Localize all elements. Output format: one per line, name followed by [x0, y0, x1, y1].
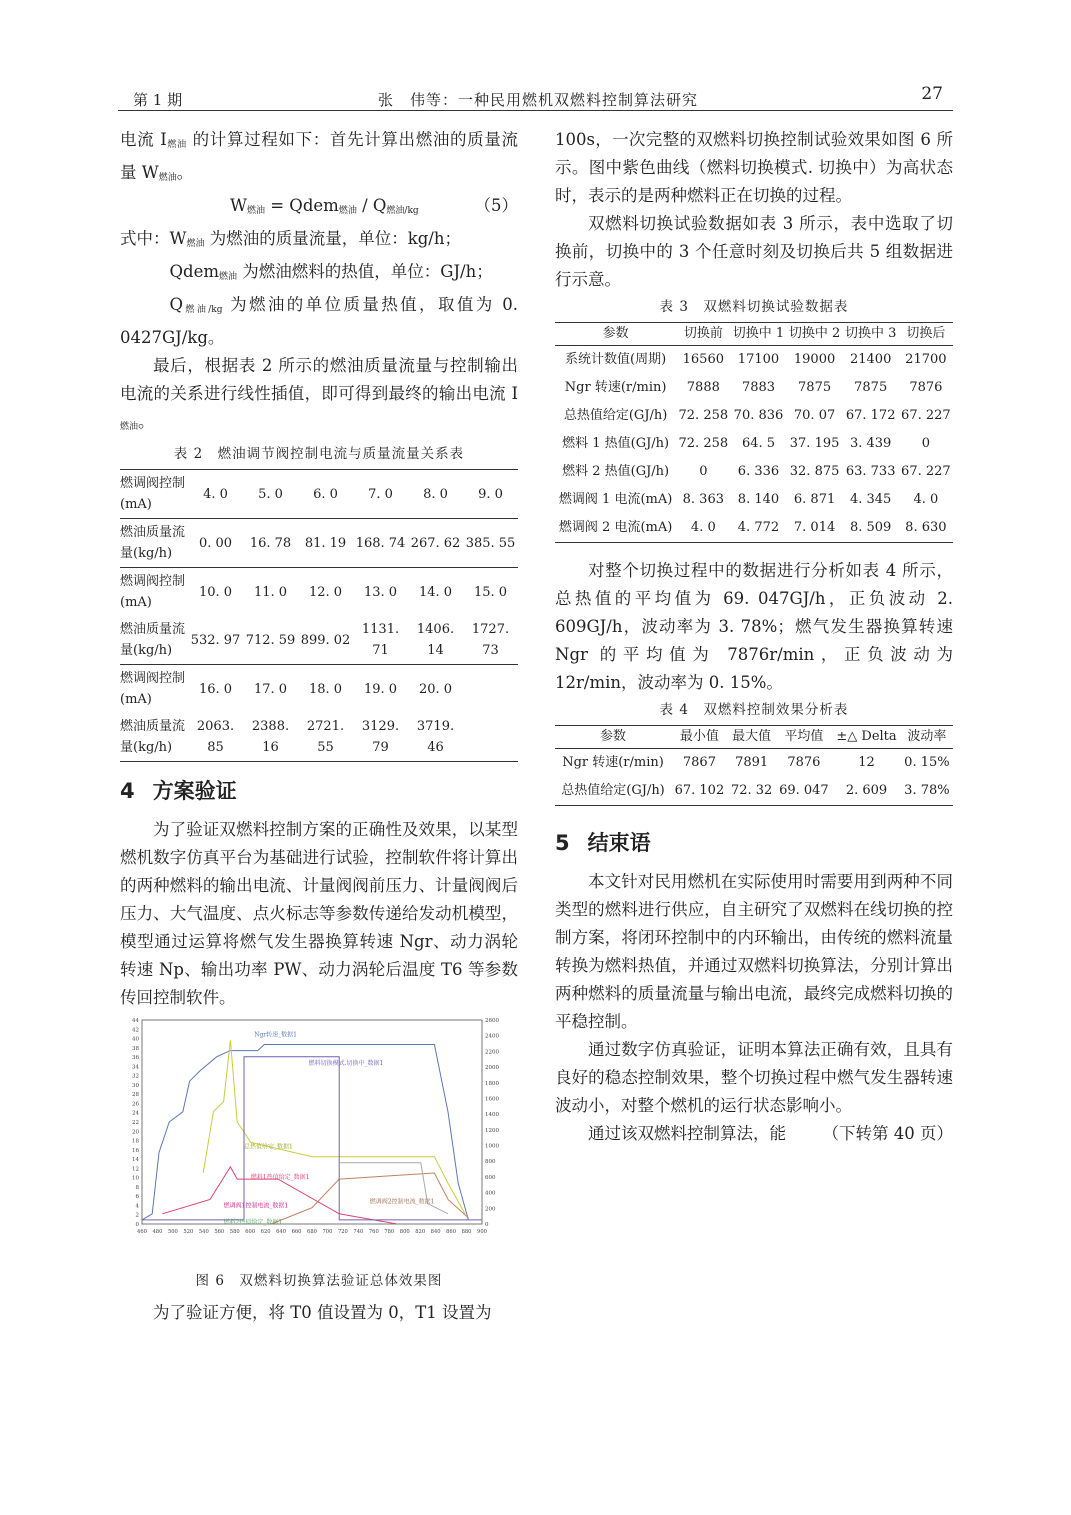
table-cell: 3. 78%	[904, 783, 950, 798]
column-header: 参数	[555, 726, 671, 749]
plot-frame	[142, 1020, 482, 1224]
column-header: 波动率	[901, 726, 953, 749]
paragraph: 电流 $I_{燃油}$ 的计算过程如下：首先计算出燃油的质量流量 $W_{燃油}$。	[120, 130, 518, 183]
y-tick-label-left: 44	[132, 1018, 139, 1024]
y-tick-label-right: 600	[485, 1174, 496, 1181]
table-cell: 1131. 71	[353, 616, 408, 665]
equation-number: （5）	[474, 196, 518, 215]
column-header: 切换后	[899, 323, 953, 346]
table-cell: 81. 19	[298, 519, 353, 568]
table-row	[555, 749, 953, 778]
y-tick-label-right: 800	[485, 1159, 496, 1166]
table-cell: 7891	[735, 755, 769, 770]
figure-6-caption: 图 6 双燃料切换算法验证总体效果图	[195, 1273, 443, 1289]
y-tick-label-right: 2000	[485, 1065, 499, 1072]
x-tick-label: 840	[430, 1229, 441, 1235]
y-tick-label-right: 1400	[485, 1112, 499, 1119]
y-tick-label-left: 20	[132, 1129, 139, 1136]
y-tick-label-right: 1800	[485, 1080, 499, 1087]
y-tick-label-left: 12	[132, 1166, 139, 1173]
table-cell: 3. 439	[849, 436, 892, 451]
column-header: 最小值	[671, 726, 728, 749]
y-tick-label-left: 32	[132, 1073, 139, 1080]
table-cell: 3129. 79	[361, 719, 400, 755]
column-header: 参数	[555, 323, 676, 346]
table-cell: 67. 102	[674, 783, 725, 798]
table-cell: 21700	[905, 352, 947, 367]
table-cell: 67. 227	[901, 464, 951, 479]
y-tick-label-left: 40	[132, 1036, 139, 1043]
column-header: 最大值	[728, 726, 776, 749]
column-header: 平均值	[776, 726, 833, 749]
x-tick-label: 780	[384, 1229, 395, 1235]
table-cell: 67. 172	[845, 408, 896, 423]
table-row	[555, 402, 953, 430]
paragraph: 为了验证双燃料控制方案的正确性及效果，以某型燃机数字仿真平台为基础进行试验，控制软件将计算出的两种燃料的输出电流、计量阀阀前压力、计量阀阀后压力、大气温度、点火标志等参数传递给发动机模型，模型通过运算将燃气发生器换算转速 Ngr、动力涡轮转速 Np、输出功率 PW、动力涡轮后温度 T6 等参数传回控制软件。	[120, 820, 518, 1007]
table-cell: 16. 0	[198, 681, 233, 697]
table-cell: 7875	[854, 380, 888, 395]
y-tick-label-right: 200	[485, 1206, 496, 1213]
paragraph: 本文针对民用燃机在实际使用时需要用到两种不同类型的燃料进行供应，自主研究了双燃料在线切换的控制方案，将闭环控制中的内环输出，由传统的燃料流量转换为燃料热值，并通过双燃料切换算法，分别计算出两种燃料的质量流量与输出电流，最终完成燃料切换的平稳控制。	[555, 872, 953, 1031]
left-column	[120, 126, 518, 1327]
table-cell: 2388. 16	[251, 719, 290, 755]
x-tick-label: 620	[260, 1229, 271, 1235]
x-tick-label: 600	[245, 1229, 256, 1235]
table-cell	[463, 713, 518, 762]
x-tick-label: 540	[198, 1229, 209, 1235]
table-cell: 4. 0	[913, 492, 939, 507]
y-tick-label-left: 38	[132, 1045, 139, 1052]
paragraph: 双燃料切换试验数据如表 3 所示，表中选取了切换前，切换中的 3 个任意时刻及切换后共 5 组数据进行示意。	[555, 214, 953, 289]
table-cell: 72. 32	[730, 783, 773, 798]
table3	[555, 322, 953, 543]
y-tick-label-left: 2	[135, 1212, 139, 1219]
table-row	[120, 519, 518, 568]
row-header: 总热值给定(GJ/h)	[561, 783, 665, 798]
x-tick-label: 640	[276, 1229, 287, 1235]
y-tick-label-left: 16	[132, 1147, 139, 1154]
x-tick-label: 660	[291, 1229, 302, 1235]
table-cell: 69. 047	[779, 783, 829, 798]
y-tick-label-left: 8	[135, 1184, 139, 1191]
row-header: 燃调阀 1 电流(mA)	[558, 492, 673, 507]
table-cell: 2. 609	[845, 783, 888, 798]
y-tick-label-left: 4	[135, 1203, 139, 1210]
x-tick-label: 700	[322, 1229, 333, 1235]
y-tick-label-left: 10	[132, 1175, 139, 1182]
table-cell: 8. 630	[905, 520, 947, 535]
table-cell: 72. 258	[678, 436, 729, 451]
row-header: 燃料 2 热值(GJ/h)	[562, 464, 670, 479]
table-cell: 8. 0	[408, 470, 463, 519]
section-5-heading: 5 结束语	[555, 831, 651, 855]
column-header: 切换前	[676, 323, 730, 346]
table-cell: 15. 0	[473, 584, 508, 600]
row-header: 燃调阀控制(mA)	[120, 671, 186, 707]
table-row	[120, 665, 518, 714]
table-cell: 899. 02	[298, 616, 353, 665]
row-header: 燃调阀 2 电流(mA)	[558, 520, 673, 535]
table-cell: 7. 014	[793, 520, 836, 535]
table-cell: 18. 0	[308, 681, 343, 697]
table-cell: 17100	[737, 352, 780, 367]
table-cell: 4. 772	[737, 520, 780, 535]
row-header: 燃调阀控制(mA)	[120, 470, 188, 519]
x-tick-label: 900	[477, 1229, 487, 1235]
paragraph: 100s，一次完整的双燃料切换控制试验效果如图 6 所示。图中紫色曲线（燃料切换模式. 切换中）为高状态时，表示的是两种燃料正在切换的过程。	[555, 130, 953, 205]
x-tick-label: 460	[137, 1229, 147, 1235]
table-cell: 21400	[849, 352, 892, 367]
table-cell: 7867	[682, 755, 716, 770]
y-tick-label-right: 2200	[485, 1049, 499, 1056]
table-cell: 7875	[798, 380, 832, 395]
table-cell	[463, 665, 518, 714]
table-cell: 70. 836	[733, 408, 784, 423]
y-tick-label-left: 30	[132, 1082, 139, 1089]
valve-current-line	[339, 1163, 448, 1214]
table-row	[120, 713, 518, 762]
y-tick-label-left: 36	[132, 1055, 139, 1062]
table-cell: 19000	[793, 352, 836, 367]
y-tick-label-right: 2400	[485, 1033, 499, 1040]
table-cell: 0. 00	[188, 519, 243, 568]
y-tick-label-right: 1600	[485, 1096, 499, 1103]
x-tick-label: 820	[415, 1229, 426, 1235]
table-cell: 14. 0	[418, 584, 453, 600]
paragraph: 为了验证方便，将 T0 值设置为 0，T1 设置为	[153, 1303, 492, 1322]
table-row	[120, 616, 518, 665]
right-column	[555, 126, 953, 1148]
definition-line: Qdem$_{燃油}$ 为燃油燃料的热值，单位：GJ/h；	[169, 262, 493, 282]
row-header: Ngr 转速(r/min)	[564, 380, 667, 395]
table-cell: 168. 74	[353, 519, 408, 568]
table-cell: 8. 363	[682, 492, 724, 507]
column-header: 切换中 3	[843, 323, 899, 346]
series-label-total: 总热值给定_数据1	[244, 1143, 293, 1151]
paragraph: 通过该双燃料控制算法，能 （下转第 40 页）	[555, 1120, 953, 1148]
table-row	[555, 486, 953, 514]
table-cell: 3719. 46	[416, 719, 455, 755]
table4	[555, 725, 953, 806]
table-cell: 2063. 85	[196, 719, 235, 755]
y-tick-label-left: 0	[135, 1222, 139, 1228]
x-tick-label: 720	[337, 1229, 348, 1235]
y-tick-label-left: 34	[132, 1064, 139, 1071]
table4-caption: 表 4 双燃料控制效果分析表	[659, 702, 849, 718]
y-tick-label-right: 2600	[485, 1018, 499, 1024]
table-row	[120, 568, 518, 617]
table-cell: 16560	[682, 352, 724, 367]
y-tick-label-left: 14	[132, 1157, 139, 1164]
definition-line: 式中：$W_{燃油}$ 为燃油的质量流量，单位：kg/h；	[120, 229, 461, 249]
table-cell: 4. 0	[690, 520, 716, 535]
table-row	[555, 514, 953, 543]
table-cell: 16. 78	[243, 519, 298, 568]
row-header: 燃调阀控制(mA)	[120, 574, 186, 610]
x-tick-label: 560	[214, 1229, 225, 1235]
row-header: Ngr 转速(r/min)	[562, 755, 664, 770]
series-label-ngr: Ngr转速_数据1	[254, 1031, 297, 1039]
figure-6-plot	[120, 1012, 518, 1267]
table-cell: 13. 0	[363, 584, 398, 600]
x-tick-label: 480	[152, 1229, 163, 1235]
series-label-v2: 燃调阀2控制电流_数据1	[369, 1198, 435, 1206]
table-cell: 1406. 14	[408, 616, 463, 665]
table-cell: 1727. 73	[463, 616, 518, 665]
paragraph: 最后，根据表 2 所示的燃油质量流量与控制输出电流的关系进行线性插值，即可得到最终的输出电流 $I_{燃油}$。	[120, 356, 518, 432]
table-cell: 9. 0	[463, 470, 518, 519]
section-4-heading: 4 方案验证	[120, 779, 237, 803]
row-header: 总热值给定(GJ/h)	[563, 408, 668, 423]
column-header: ±△ Delta	[832, 726, 901, 749]
table-cell: 7876	[909, 380, 943, 395]
table-cell: 0	[921, 436, 930, 451]
table-row	[555, 346, 953, 375]
table-cell: 2721. 55	[306, 719, 345, 755]
table-cell: 0. 15%	[904, 755, 950, 770]
table-cell: 19. 0	[363, 681, 398, 697]
continued-note: （下转第 40 页）	[822, 1124, 953, 1143]
x-tick-label: 760	[368, 1229, 379, 1235]
table-cell: 12. 0	[308, 584, 343, 600]
y-tick-label-left: 42	[132, 1027, 139, 1034]
y-tick-label-right: 1000	[485, 1143, 499, 1150]
x-tick-label: 800	[399, 1229, 410, 1235]
table-cell: 12	[858, 755, 875, 770]
y-tick-label-right: 0	[485, 1222, 489, 1228]
table-cell: 4. 345	[849, 492, 892, 507]
x-tick-label: 580	[229, 1229, 240, 1235]
y-tick-label-left: 22	[132, 1120, 139, 1126]
y-tick-label-left: 24	[132, 1110, 139, 1117]
paragraph: 对整个切换过程中的数据进行分析如表 4 所示，总热值的平均值为 69. 047GJ/h，正负波动 2. 609GJ/h，波动率为 3. 78%；燃气发生器换算转速 Ngr 的平均值为 7876r/min，正负波动为 12r/min，波动率为 0. 15%。	[555, 561, 953, 692]
table-row	[555, 374, 953, 402]
x-tick-label: 680	[307, 1229, 317, 1235]
series-label-f1: 燃料1热值给定_数据1	[250, 1174, 310, 1182]
table-cell: 17. 0	[253, 681, 288, 697]
x-tick-label: 880	[461, 1229, 472, 1235]
table-cell: 32. 875	[789, 464, 840, 479]
table-cell: 7876	[787, 755, 821, 770]
table-cell: 385. 55	[463, 519, 518, 568]
table3-caption: 表 3 双燃料切换试验数据表	[659, 299, 849, 315]
table2-caption: 表 2 燃油调节阀控制电流与质量流量关系表	[173, 446, 465, 462]
table-cell: 8. 140	[737, 492, 780, 507]
y-tick-label-right: 400	[485, 1190, 496, 1197]
table-cell: 11. 0	[253, 584, 288, 600]
column-header: 切换中 1	[730, 323, 786, 346]
y-tick-label-left: 6	[135, 1194, 139, 1201]
row-header: 系统计数值(周期)	[565, 352, 667, 367]
paragraph: 通过数字仿真验证，证明本算法正确有效，且具有良好的稳态控制效果，整个切换过程中燃气发生器转速波动小，对整个燃机的运行状态影响小。	[555, 1040, 953, 1115]
row-header: 燃油质量流量(kg/h)	[120, 616, 188, 665]
table-cell: 4. 0	[188, 470, 243, 519]
table-cell: 20. 0	[418, 681, 453, 697]
table-cell: 8. 509	[849, 520, 892, 535]
table-cell: 7888	[686, 380, 720, 395]
ngr-speed-line	[142, 1045, 468, 1220]
x-tick-label: 500	[167, 1229, 178, 1235]
running-header	[118, 84, 953, 111]
row-header: 燃料 1 热值(GJ/h)	[562, 436, 670, 451]
y-tick-label-right: 1200	[485, 1127, 499, 1134]
y-tick-label-left: 28	[132, 1092, 139, 1099]
page-number: 27	[921, 84, 943, 104]
x-tick-label: 520	[183, 1229, 194, 1235]
table-cell: 67. 227	[901, 408, 951, 423]
table-row	[555, 777, 953, 806]
table-cell: 6. 0	[298, 470, 353, 519]
column-header: 切换中 2	[787, 323, 843, 346]
table-cell: 70. 07	[793, 408, 836, 423]
switch-mode-line	[142, 1057, 482, 1220]
series-label-v1: 燃调阀1控制电流_数据1	[223, 1202, 289, 1210]
issue-label: 第 1 期	[133, 91, 183, 109]
table-row	[120, 470, 518, 519]
y-tick-label-left: 26	[132, 1101, 139, 1108]
table-cell: 64. 5	[741, 436, 776, 451]
table-cell: 712. 59	[243, 616, 298, 665]
equation-5: $W_{燃油}$ = Qdem$_{燃油}$ / $Q_{燃油/kg}$ （5）	[120, 192, 518, 225]
table-cell: 10. 0	[198, 584, 233, 600]
series-label-mode: 燃料切换模式.切换中_数据1	[308, 1059, 384, 1067]
table-row	[555, 430, 953, 458]
x-tick-label: 740	[353, 1229, 364, 1235]
table-cell: 63. 733	[845, 464, 896, 479]
row-header: 燃油质量流量(kg/h)	[120, 519, 188, 568]
table-cell: 7. 0	[353, 470, 408, 519]
table-cell: 5. 0	[243, 470, 298, 519]
figure-6	[120, 1012, 518, 1267]
table-cell: 532. 97	[188, 616, 243, 665]
y-tick-label-left: 18	[132, 1138, 139, 1145]
table-cell: 72. 258	[678, 408, 729, 423]
row-header: 燃油质量流量(kg/h)	[120, 719, 186, 755]
definition-line: $Q_{燃油/kg}$ 为燃油的单位质量热值，取值为 0. 0427GJ/kg。	[120, 295, 519, 347]
x-tick-label: 860	[446, 1229, 457, 1235]
table-cell: 267. 62	[408, 519, 463, 568]
table-cell: 6. 871	[793, 492, 836, 507]
table-cell: 0	[699, 464, 708, 479]
table-cell: 7883	[741, 380, 776, 395]
running-title: 张 伟等：一种民用燃机双燃料控制算法研究	[378, 91, 699, 109]
table-row	[555, 458, 953, 486]
table-cell: 6. 336	[737, 464, 780, 479]
series-label-f2: 燃料2热值给定_数据1	[223, 1219, 283, 1226]
table2	[120, 469, 518, 762]
table-cell: 37. 195	[789, 436, 840, 451]
